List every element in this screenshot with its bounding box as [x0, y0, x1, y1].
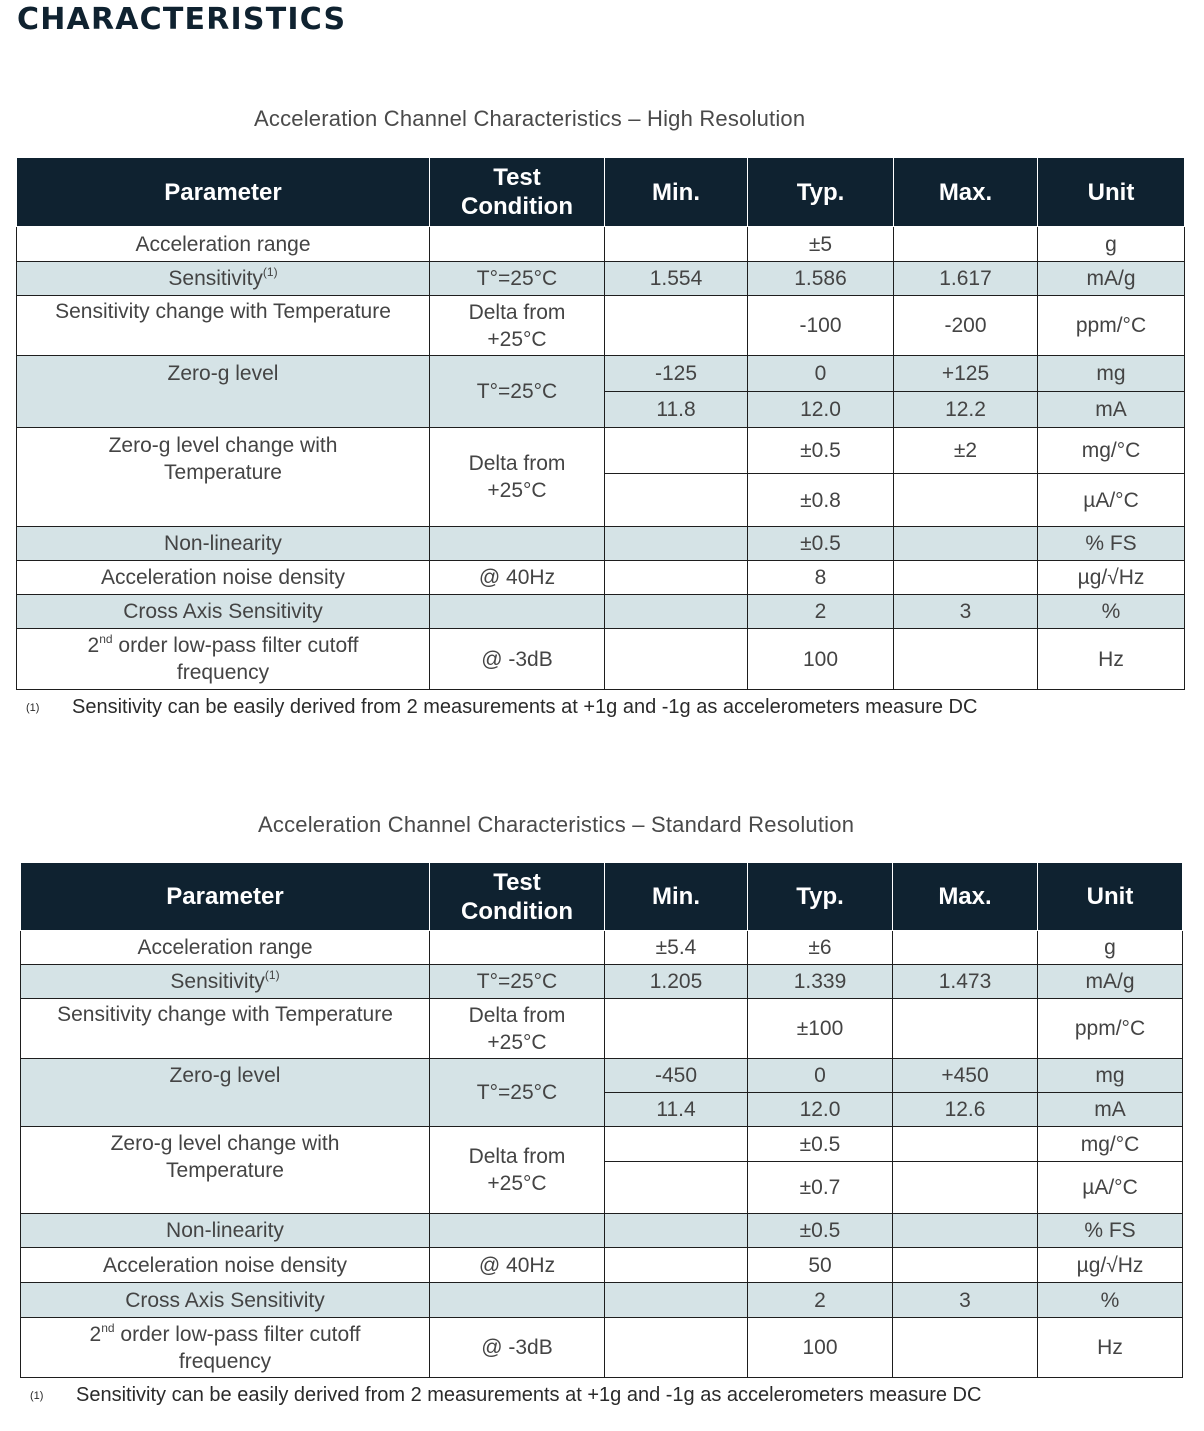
- condition-cell: T°=25°C: [430, 965, 605, 999]
- table-row: [21, 1214, 1183, 1248]
- footnote-text: Sensitivity can be easily derived from 2 measurements at +1g and -1g as accelerometers measure DC: [72, 696, 978, 718]
- table-row: [17, 428, 1185, 474]
- typ-cell: ±0.5: [748, 428, 894, 474]
- min-cell: [605, 296, 748, 356]
- max-cell: [893, 999, 1038, 1059]
- condition-cell: @ -3dB: [430, 629, 605, 690]
- min-cell: [605, 1283, 748, 1318]
- unit-cell: mg: [1038, 356, 1185, 392]
- min-cell: [605, 999, 748, 1059]
- typ-cell: 2: [748, 1283, 893, 1318]
- unit-cell: %: [1038, 595, 1185, 629]
- condition-line1: Delta from: [468, 1145, 566, 1168]
- min-cell: 1.205: [605, 965, 748, 999]
- param-cell: Acceleration noise density: [21, 1248, 430, 1283]
- condition-cell: [430, 595, 605, 629]
- unit-cell: Hz: [1038, 1318, 1183, 1378]
- param-cell: [21, 1127, 430, 1214]
- max-cell: +450: [893, 1059, 1038, 1093]
- typ-cell: 8: [748, 561, 894, 595]
- unit-cell: mg/°C: [1038, 1127, 1183, 1162]
- table-row: [17, 629, 1185, 690]
- param-cell: [17, 428, 430, 527]
- max-cell: 1.473: [893, 965, 1038, 999]
- param-cell: [21, 965, 430, 999]
- typ-cell: ±6: [748, 931, 893, 965]
- min-cell: [605, 1318, 748, 1378]
- min-cell: 11.8: [605, 392, 748, 428]
- min-cell: [605, 1248, 748, 1283]
- max-cell: -200: [894, 296, 1038, 356]
- unit-cell: µg/√Hz: [1038, 1248, 1183, 1283]
- param-line1: Zero-g level change with: [110, 1132, 340, 1155]
- table-row: [17, 262, 1185, 296]
- condition-cell: [430, 527, 605, 561]
- column-header-test-condition: [430, 158, 605, 227]
- table-row: [21, 965, 1183, 999]
- condition-line2: +25°C: [487, 1172, 547, 1195]
- param-line1: order low-pass filter cutoff: [112, 634, 359, 657]
- condition-line1: Delta from: [468, 452, 566, 475]
- max-cell: 3: [894, 595, 1038, 629]
- min-cell: [605, 527, 748, 561]
- condition-cell: [430, 1127, 605, 1214]
- condition-cell: @ 40Hz: [430, 1248, 605, 1283]
- typ-cell: ±5: [748, 227, 894, 262]
- table-row: [21, 1318, 1183, 1378]
- min-cell: [605, 1214, 748, 1248]
- column-header-max: Max.: [893, 863, 1038, 931]
- max-cell: 12.2: [894, 392, 1038, 428]
- header-test-line2: Condition: [461, 897, 573, 925]
- column-header-parameter: Parameter: [17, 158, 430, 227]
- typ-cell: ±0.5: [748, 527, 894, 561]
- param-text: Sensitivity: [170, 970, 265, 993]
- max-cell: ±2: [894, 428, 1038, 474]
- param-ordinal: 2: [89, 1322, 102, 1346]
- param-cell: [17, 629, 430, 690]
- table-caption-high-resolution: Acceleration Channel Characteristics – High Resolution: [254, 106, 806, 131]
- condition-cell: [430, 999, 605, 1059]
- min-cell: [605, 561, 748, 595]
- page-title: CHARACTERISTICS: [17, 2, 347, 37]
- table-row: [21, 999, 1183, 1059]
- param-cell: Zero-g level: [17, 356, 430, 428]
- param-line2: Temperature: [164, 461, 282, 484]
- max-cell: [894, 629, 1038, 690]
- condition-cell: [430, 1283, 605, 1318]
- unit-cell: µg/√Hz: [1038, 561, 1185, 595]
- max-cell: [893, 1162, 1038, 1214]
- param-line2: Temperature: [166, 1159, 284, 1182]
- typ-cell: 100: [748, 629, 894, 690]
- condition-line1: Delta from: [468, 300, 566, 324]
- unit-cell: µA/°C: [1038, 474, 1185, 527]
- condition-cell: [430, 1214, 605, 1248]
- param-ordinal: 2: [87, 634, 100, 657]
- header-test-line1: Test: [493, 164, 541, 191]
- table-row: [17, 356, 1185, 392]
- min-cell: [605, 1127, 748, 1162]
- header-test-line2: Condition: [461, 193, 573, 220]
- unit-cell: % FS: [1038, 1214, 1183, 1248]
- max-cell: [894, 474, 1038, 527]
- table-caption-standard-resolution: Acceleration Channel Characteristics – Standard Resolution: [258, 812, 855, 837]
- table-row: [17, 527, 1185, 561]
- max-cell: +125: [894, 356, 1038, 392]
- unit-cell: % FS: [1038, 527, 1185, 561]
- param-line2: frequency: [178, 1349, 272, 1373]
- param-line1: Zero-g level change with: [108, 434, 338, 457]
- min-cell: -450: [605, 1059, 748, 1093]
- param-ordinal-suffix: nd: [99, 632, 113, 646]
- table-row: [21, 931, 1183, 965]
- max-cell: [894, 561, 1038, 595]
- param-cell: Acceleration range: [17, 227, 430, 262]
- param-cell: Non-linearity: [17, 527, 430, 561]
- footnote-mark: (1): [26, 701, 40, 714]
- typ-cell: 0: [748, 1059, 893, 1093]
- min-cell: 11.4: [605, 1093, 748, 1127]
- condition-cell: @ 40Hz: [430, 561, 605, 595]
- unit-cell: ppm/°C: [1038, 296, 1185, 356]
- max-cell: [893, 1127, 1038, 1162]
- condition-line1: Delta from: [468, 1003, 566, 1027]
- condition-cell: T°=25°C: [430, 1059, 605, 1127]
- header-test-line1: Test: [493, 868, 541, 896]
- condition-cell: @ -3dB: [430, 1318, 605, 1378]
- unit-cell: g: [1038, 931, 1183, 965]
- param-cell: Non-linearity: [21, 1214, 430, 1248]
- unit-cell: mA: [1038, 1093, 1183, 1127]
- footnote-standard-resolution: [30, 1384, 981, 1407]
- param-cell: [17, 262, 430, 296]
- table-row: [21, 1283, 1183, 1318]
- table-row: [21, 1059, 1183, 1093]
- footnote-reference: (1): [262, 265, 278, 279]
- unit-cell: ppm/°C: [1038, 999, 1183, 1059]
- min-cell: [605, 1162, 748, 1214]
- high-resolution-table: [16, 157, 1185, 690]
- unit-cell: mA: [1038, 392, 1185, 428]
- min-cell: [605, 474, 748, 527]
- condition-cell: T°=25°C: [430, 262, 605, 296]
- min-cell: -125: [605, 356, 748, 392]
- condition-cell: [430, 296, 605, 356]
- condition-line2: +25°C: [487, 1030, 547, 1054]
- column-header-unit: Unit: [1038, 863, 1183, 931]
- table-header-row: [17, 158, 1185, 227]
- standard-resolution-table: [20, 862, 1183, 1378]
- max-cell: [893, 931, 1038, 965]
- column-header-typ: Typ.: [748, 158, 894, 227]
- column-header-min: Min.: [605, 158, 748, 227]
- unit-cell: mA/g: [1038, 262, 1185, 296]
- condition-line2: +25°C: [487, 327, 547, 351]
- max-cell: 3: [893, 1283, 1038, 1318]
- typ-cell: 12.0: [748, 1093, 893, 1127]
- param-cell: Sensitivity change with Temperature: [21, 999, 430, 1059]
- unit-cell: µA/°C: [1038, 1162, 1183, 1214]
- footnote-reference: (1): [264, 968, 280, 982]
- min-cell: [605, 428, 748, 474]
- param-cell: [21, 1318, 430, 1378]
- condition-cell: [430, 428, 605, 527]
- max-cell: [893, 1214, 1038, 1248]
- condition-cell: [430, 931, 605, 965]
- column-header-unit: Unit: [1038, 158, 1185, 227]
- condition-cell: [430, 227, 605, 262]
- typ-cell: ±0.5: [748, 1127, 893, 1162]
- min-cell: [605, 629, 748, 690]
- unit-cell: mg/°C: [1038, 428, 1185, 474]
- typ-cell: 50: [748, 1248, 893, 1283]
- min-cell: [605, 227, 748, 262]
- table-header-row: [21, 863, 1183, 931]
- param-text: Sensitivity: [168, 267, 263, 290]
- max-cell: [894, 527, 1038, 561]
- param-cell: Zero-g level: [21, 1059, 430, 1127]
- param-cell: Acceleration range: [21, 931, 430, 965]
- unit-cell: %: [1038, 1283, 1183, 1318]
- param-line1: order low-pass filter cutoff: [114, 1322, 361, 1346]
- footnote-text: Sensitivity can be easily derived from 2 measurements at +1g and -1g as accelerometers measure DC: [76, 1384, 982, 1406]
- typ-cell: 1.586: [748, 262, 894, 296]
- typ-cell: 0: [748, 356, 894, 392]
- min-cell: [605, 595, 748, 629]
- column-header-max: Max.: [894, 158, 1038, 227]
- param-cell: Acceleration noise density: [17, 561, 430, 595]
- column-header-min: Min.: [605, 863, 748, 931]
- column-header-test-condition: [430, 863, 605, 931]
- max-cell: [894, 227, 1038, 262]
- param-cell: Cross Axis Sensitivity: [21, 1283, 430, 1318]
- condition-cell: T°=25°C: [430, 356, 605, 428]
- table-row: [17, 296, 1185, 356]
- unit-cell: g: [1038, 227, 1185, 262]
- typ-cell: -100: [748, 296, 894, 356]
- param-line2: frequency: [176, 661, 270, 684]
- column-header-parameter: Parameter: [21, 863, 430, 931]
- max-cell: [893, 1248, 1038, 1283]
- typ-cell: ±0.7: [748, 1162, 893, 1214]
- min-cell: ±5.4: [605, 931, 748, 965]
- max-cell: 12.6: [893, 1093, 1038, 1127]
- table-row: [17, 227, 1185, 262]
- typ-cell: ±100: [748, 999, 893, 1059]
- param-cell: Sensitivity change with Temperature: [17, 296, 430, 356]
- unit-cell: mg: [1038, 1059, 1183, 1093]
- typ-cell: 1.339: [748, 965, 893, 999]
- table-row: [21, 1248, 1183, 1283]
- table-row: [17, 561, 1185, 595]
- footnote-high-resolution: [26, 696, 977, 719]
- param-ordinal-suffix: nd: [101, 1320, 115, 1335]
- unit-cell: Hz: [1038, 629, 1185, 690]
- max-cell: 1.617: [894, 262, 1038, 296]
- typ-cell: ±0.8: [748, 474, 894, 527]
- table-row: [21, 1127, 1183, 1162]
- unit-cell: mA/g: [1038, 965, 1183, 999]
- typ-cell: 2: [748, 595, 894, 629]
- param-cell: Cross Axis Sensitivity: [17, 595, 430, 629]
- footnote-mark: (1): [30, 1389, 44, 1402]
- column-header-typ: Typ.: [748, 863, 893, 931]
- min-cell: 1.554: [605, 262, 748, 296]
- typ-cell: ±0.5: [748, 1214, 893, 1248]
- max-cell: [893, 1318, 1038, 1378]
- typ-cell: 100: [748, 1318, 893, 1378]
- typ-cell: 12.0: [748, 392, 894, 428]
- table-row: [17, 595, 1185, 629]
- condition-line2: +25°C: [487, 479, 547, 502]
